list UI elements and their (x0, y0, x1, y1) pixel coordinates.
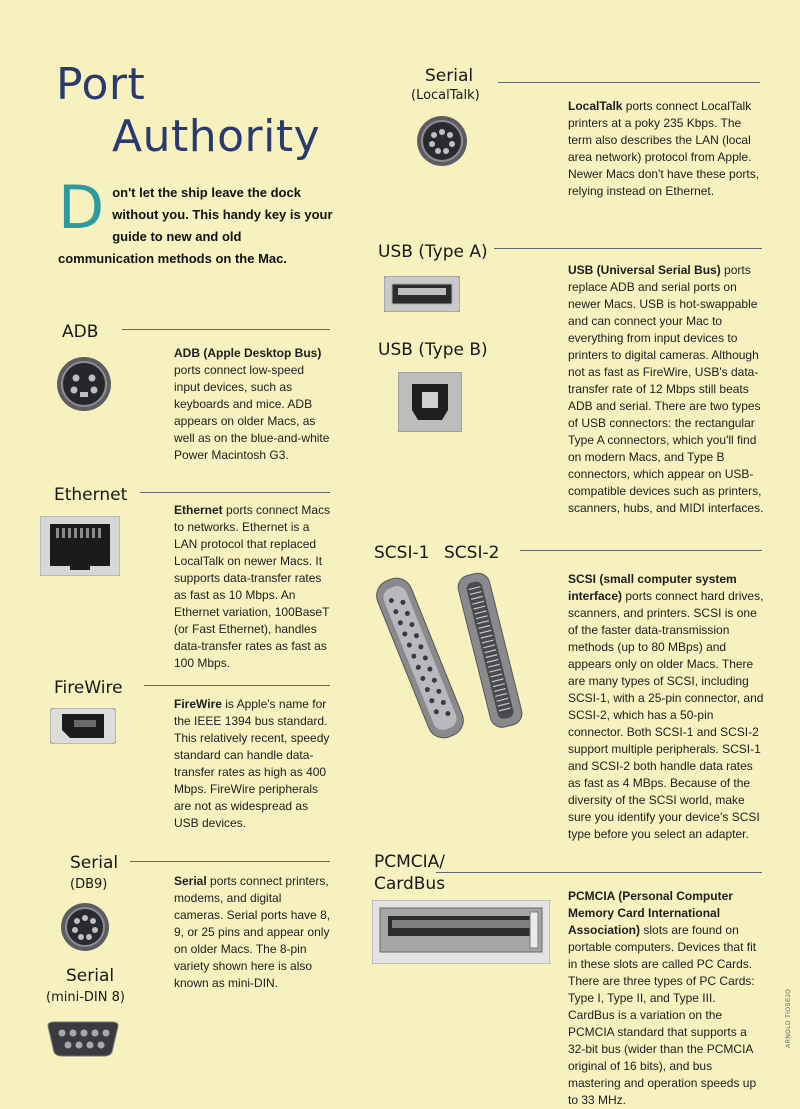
usb-rule (494, 248, 762, 249)
pcmcia-term: PCMCIA (Personal Computer Memory Card International Association) (568, 889, 733, 937)
ethernet-description (174, 502, 332, 672)
serial-subheading: (DB9) (70, 877, 108, 892)
localtalk-heading: Serial (425, 66, 474, 86)
serial-db9-port-icon (60, 902, 110, 952)
usb-term: USB (Universal Serial Bus) (568, 263, 721, 277)
firewire-term: FireWire (174, 697, 222, 711)
scsi-term: SCSI (small computer system interface) (568, 572, 737, 603)
adb-port-icon (56, 356, 112, 412)
scsi-rule (520, 550, 762, 551)
serial-description (174, 873, 332, 992)
pcmcia-slot-icon (372, 900, 550, 964)
firewire-rule (144, 685, 330, 686)
serial-heading-2: Serial (66, 966, 115, 986)
adb-term: ADB (Apple Desktop Bus) (174, 346, 322, 360)
firewire-heading: FireWire (54, 678, 123, 698)
pcmcia-body: slots are found on portable computers. Devices that fit in these slots are called PC Cards. There are three types of PC Cards: Type I, Type II, and Type III. CardBus is a variation on the PCMCIA standard that supports a 32-bit bus (wider than the PCMCIA original of 16 bits), and bus mastering and operation speeds up to 33 MHz. (568, 923, 757, 1107)
scsi-2-heading: SCSI-2 (444, 543, 500, 563)
firewire-body: is Apple's name for the IEEE 1394 bus standard. This relatively recent, speedy standard can handle data-transfer rates as high as 400 Mbps. FireWire peripherals are not as widespread as USB devices. (174, 697, 330, 830)
localtalk-port-icon (416, 115, 468, 167)
adb-rule (122, 329, 330, 330)
usb-body: ports replace ADB and serial ports on newer Macs. USB is hot-swappable and can connect your Mac to everything from input devices to printers to digital cameras. Although not as fast as FireWire, USB's data-transfer rate of 12 Mbps still beats ADB and serial. There are two types of USB connectors: the rectangular Type A connectors, which you'll find on modern Macs, and Type B connectors, which appear on USB-compatible devices such as printers, scanners, hubs, and MIDI interfaces. (568, 263, 764, 515)
serial-subheading-2: (mini-DIN 8) (46, 990, 125, 1005)
firewire-description (174, 696, 332, 832)
scsi-body: ports connect hard drives, scanners, and printers. SCSI is one of the faster data-transmission methods (up to 80 MBps) and appears only on older Macs. There are many types of SCSI, including SCSI-1, with a 25-pin connector, and SCSI-2, which has a 50-pin connector. Both SCSI-1 and SCSI-2 support multiple peripherals. SCSI-1 and SCSI-2 both handle data rates as fast as 4 MBps. Because of the diversity of the SCSI world, make sure you identify your device's SCSI type before you select an adapter. (568, 589, 764, 841)
intro-paragraph (58, 173, 334, 270)
page-title-line-1: Port (56, 59, 146, 110)
usb-type-a-port-icon (384, 276, 460, 312)
drop-cap: D (58, 173, 105, 243)
serial-rule (130, 861, 330, 862)
intro-text: on't let the ship leave the dock without you. This handy key is your guide to new and old communication methods on the Mac. (58, 185, 333, 266)
serial-heading: Serial (70, 853, 119, 873)
ethernet-rule (140, 492, 330, 493)
pcmcia-description (568, 888, 764, 1109)
adb-body: ports connect low-speed input devices, such as keyboards and mice. ADB appears on older Macs, as well as on the blue-and-white Power Macintosh G3. (174, 363, 330, 462)
localtalk-description (568, 98, 764, 200)
localtalk-term: LocalTalk (568, 99, 623, 113)
usb-type-b-port-icon (398, 372, 462, 432)
pcmcia-heading-line-1: PCMCIA/ (374, 852, 446, 872)
localtalk-body: ports connect LocalTalk printers at a poky 235 Kbps. The term also describes the LAN (local area network) protocol from Apple. Newer Macs don't have these ports, relying instead on Ethernet. (568, 99, 760, 198)
adb-description (174, 345, 332, 464)
scsi-2-port-icon (446, 570, 536, 730)
usb-type-a-heading: USB (Type A) (378, 242, 488, 262)
serial-body: ports connect printers, modems, and digital cameras. Serial ports have 8, 9, or 25 pins and appear only on older Macs. The 8-pin variety shown here is also known as mini-DIN. (174, 874, 331, 990)
scsi-description (568, 571, 764, 843)
adb-heading: ADB (62, 322, 99, 342)
ethernet-heading: Ethernet (54, 485, 128, 505)
pcmcia-rule (436, 872, 762, 873)
ethernet-term: Ethernet (174, 503, 223, 517)
photo-credit: ARNOLD TIOSEJO (786, 988, 792, 1048)
localtalk-rule (498, 82, 760, 83)
localtalk-subheading: (LocalTalk) (411, 88, 480, 103)
usb-description (568, 262, 764, 517)
pcmcia-heading-line-2: CardBus (374, 874, 446, 894)
serial-mini-din-port-icon (46, 1020, 120, 1058)
page-title-line-2: Authority (112, 111, 321, 162)
scsi-1-heading: SCSI-1 (374, 543, 430, 563)
serial-term: Serial (174, 874, 207, 888)
ethernet-port-icon (40, 516, 120, 576)
ethernet-body: ports connect Macs to networks. Ethernet is a LAN protocol that replaced LocalTalk on newer Macs. It supports data-transfer rates as fast as 10 Mbps. An Ethernet variation, 100BaseT (or Fast Ethernet), handles data-transfer rates as fast as 100 Mbps. (174, 503, 331, 670)
firewire-port-icon (50, 708, 116, 744)
usb-type-b-heading: USB (Type B) (378, 340, 488, 360)
